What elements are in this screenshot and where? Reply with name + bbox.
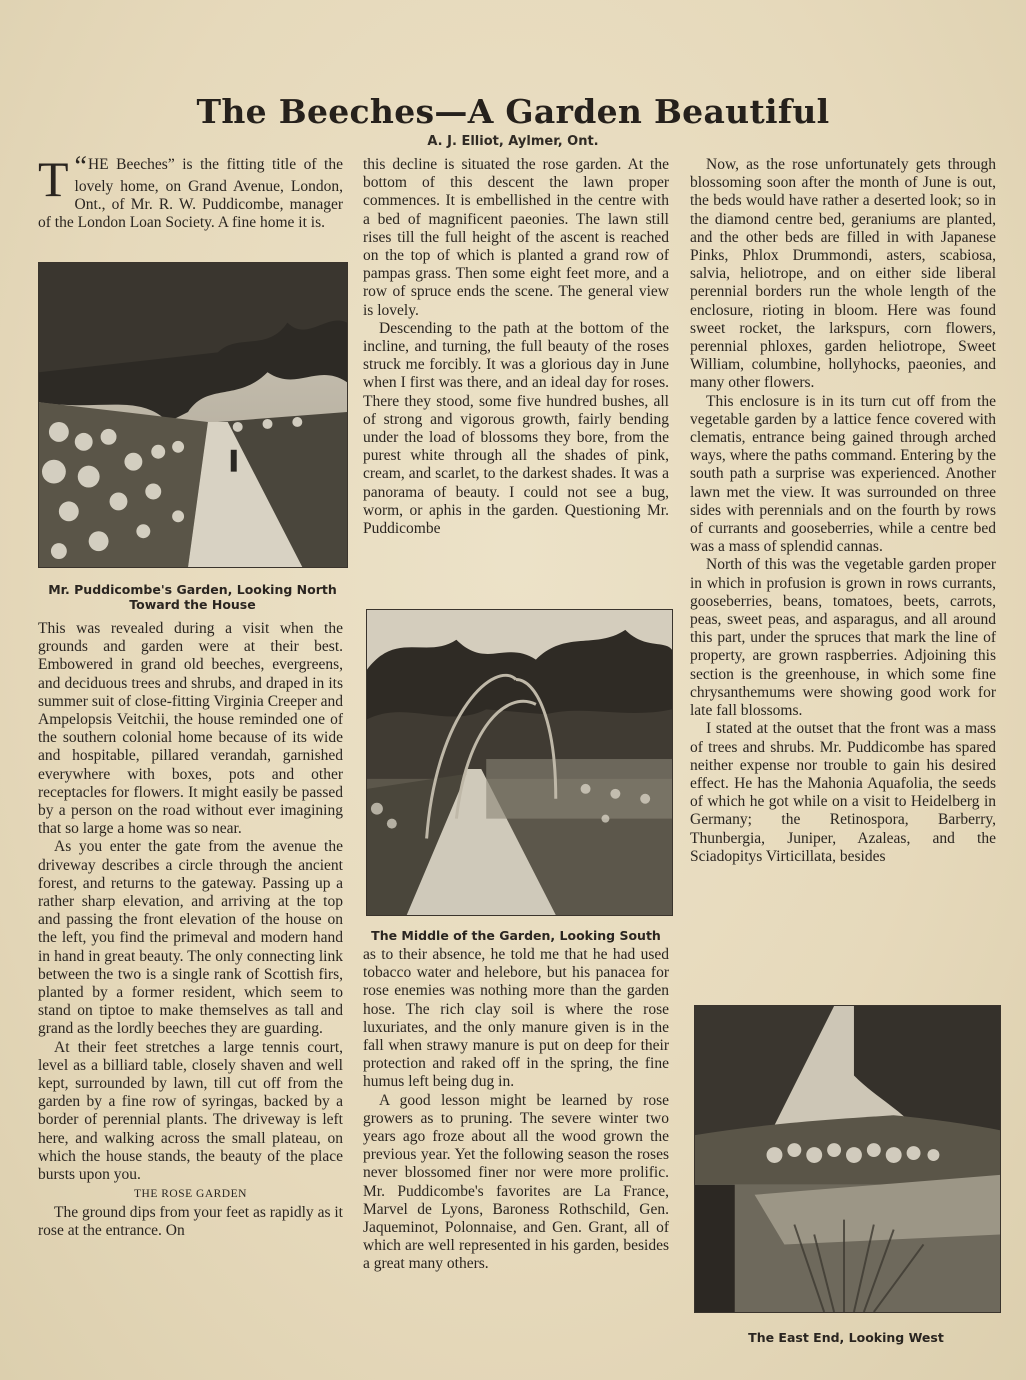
opening-quote: “ [74,151,84,182]
col1-paragraph-4: At their feet stretches a large tennis court, level as a billiard table, closely shaven and well kept, surrounded by lawn, till cut off from the garden by a fine row of syringas, backed by a border of perennial plants. The driveway is left here, and walking across the small plateau, on which the house stands, the beauty of the place bursts upon you. [38,1038,343,1184]
col1-paragraph-3: As you enter the gate from the avenue the driveway describes a circle through the ancient forest, and returns to the gateway. Passing up a rather sharp elevation, and arriving at the top and passing the front elevation of the house on the left, you find the primeval and modern hand in hand in great beauty. The only connecting link between the two is a single rank of Scottish firs, planted by a former resident, which seem to stand on tiptoe to make themselves as tall and grand as the lordly beeches they are guarding. [38,838,343,1038]
col3-paragraph-3: North of this was the vegetable garden proper in which in profusion is grown in rows currants, gooseberries, beans, tomatoes, beets, carrots, peas, sweet peas, and asparagus, and all around this part, under the spruces that mark the line of property, are grown raspberries. Adjoining this section is the greenhouse, in which some fine chrysanthemums were showing good work for late fall blossoms. [690,556,996,720]
figure-1-image [38,262,348,568]
garden-arch-photo-icon [367,610,672,915]
garden-path-photo-icon [39,263,347,567]
col2-paragraph-2: Descending to the path at the bottom of the incline, and turning, the full beauty of the roses struck me forcibly. It was a glorious day in June when I first was there, and an ideal day for roses. There they stood, some five hundred bushes, all of strong and vigorous growth, fairly bending under the load of blossoms they bore, from the purest white through all the shades of pink, cream, and scarlet, to the darkest shades. It was a panorama of beauty. I could not see a bug, worm, or aphis in the garden. Questioning Mr. Puddicombe [363,319,669,538]
section-subhead: THE ROSE GARDEN [134,1188,247,1201]
figure-1-caption: Mr. Puddicombe's Garden, Looking North Toward the House [48,582,337,612]
figure-2-caption: The Middle of the Garden, Looking South [371,928,661,943]
col3-paragraph-2: This enclosure is in its turn cut off from the vegetable garden by a lattice fence covered with clematis, entrance being gained through arched ways, where the paths command. Entering by the south path a surprise was experienced. Another lawn met the view. It was surrounded on three sides with perennials and on the fourth by rows of currants and gooseberries, while a centre bed was a mass of splendid cannas. [690,392,996,556]
intro-text: HE Beeches” is the fitting title of the lovely home, on Grand Avenue, London, Ont., of Mr. R. W. Puddicombe, manager of the London Loan Society. A fine home it is. [38,156,343,232]
figure-3-image [694,1005,1001,1313]
col1-paragraph-2: This was revealed during a visit when the grounds and garden were at their best. Embowered in grand old beeches, evergreens, and deciduous trees and shrubs, and draped in its summer suit of close-fitting Virginia Creeper and Ampelopsis Veitchii, the house reminded one of the southern colonial home because of its wide and hospitable, pillared verandah, garnished everywhere with boxes, pots and other receptacles for flowers. It might easily be passed by a person on the road without ever imagining that so large a home was so near. [38,620,343,838]
drop-cap: T [38,151,69,207]
column-1-intro [38,151,343,233]
column-2-bottom [363,946,669,1274]
figure-3-caption: The East End, Looking West [748,1330,944,1345]
column-3-text [690,156,996,866]
intro-paragraph [38,151,343,233]
col2-paragraph-1: this decline is situated the rose garden. At the bottom of this descent the lawn proper commences. It is embellished in the centre with a bed of magnificent paeonies. The lawn still rises till the full height of the ascent is reached on the top of which is planted a grand row of pampas grass. Then some eight feet more, and a row of spruce ends the scene. The general view is lovely. [363,156,669,319]
east-end-photo-icon [695,1006,1000,1312]
figure-2-image [366,609,673,916]
column-1-body [38,620,343,1240]
article-title: The Beeches—A Garden Beautiful [196,92,830,131]
col2-paragraph-4: A good lesson might be learned by rose growers as to pruning. The severe winter two years ago froze about all the wood grown the previous year. Yet the following season the roses never blossomed finer nor were more prolific. Mr. Puddicombe's favorites are La France, Marvel de Lyons, Baroness Rothschild, Gen. Jaqueminot, Polonnaise, and Gen. Grant, all of which are well represented in his garden, besides a great many others. [363,1091,669,1273]
column-2-top [363,156,669,538]
article-byline: A. J. Elliot, Aylmer, Ont. [427,134,599,149]
col3-paragraph-1: Now, as the rose unfortunately gets through blossoming soon after the month of June is out, the beds would have rather a deserted look; so in the diamond centre bed, geraniums are planted, and the other beds are filled in with Japanese Pinks, Phlox Drummondi, asters, scabiosa, salvia, heliotrope, and on either side liberal perennial borders run the whole length of the enclosure, rioting in bloom. Here was found sweet rocket, the larkspurs, corn flowers, perennial phloxes, garden heliotrope, Sweet William, columbine, hollyhocks, paeonies, and many other flowers. [690,156,996,392]
col2-paragraph-3: as to their absence, he told me that he had used tobacco water and helebore, but his panacea for rose enemies was nothing more than the garden hose. The rich clay soil is where the rose luxuriates, and the only manure given is in the fall when strawy manure is put on deep for their protection and raked off in the spring, the fine humus left being dug in. [363,946,669,1091]
col3-paragraph-4: I stated at the outset that the front was a mass of trees and shrubs. Mr. Puddicombe has spared neither expense nor trouble to gain his desired effect. He has the Mahonia Aquafolia, the seeds of which he got while on a visit to Heidelberg in Germany; the Retinospora, Barberry, Thunbergia, Juniper, Azaleas, and the Sciadopitys Virticillata, besides [690,720,996,865]
col1-paragraph-5: The ground dips from your feet as rapidly as it rose at the entrance. On [38,1203,343,1239]
